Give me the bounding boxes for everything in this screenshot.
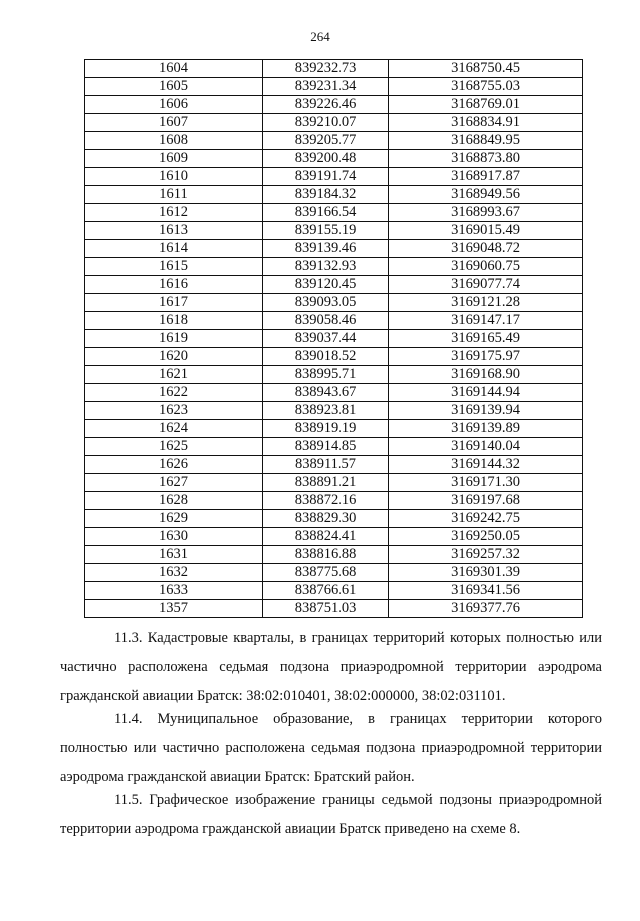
table-row xyxy=(85,348,583,366)
y-coordinate-cell: 3168917.87 xyxy=(389,168,583,186)
x-coordinate-cell: 838872.16 xyxy=(263,492,389,510)
table-row xyxy=(85,258,583,276)
y-coordinate-cell: 3168750.45 xyxy=(389,60,583,78)
x-coordinate-cell: 839231.34 xyxy=(263,78,389,96)
point-number-cell: 1632 xyxy=(85,564,263,582)
y-coordinate-cell: 3169257.32 xyxy=(389,546,583,564)
table-row xyxy=(85,240,583,258)
point-number-cell: 1614 xyxy=(85,240,263,258)
table-row xyxy=(85,492,583,510)
y-coordinate-cell: 3169121.28 xyxy=(389,294,583,312)
paragraph-municipality: 11.4. Муниципальное образование, в границах территории которого полностью или частично расположена седьмая подзона приаэродромной территории аэродрома гражданской авиации Братск: Братский район. xyxy=(60,711,602,785)
point-number-cell: 1605 xyxy=(85,78,263,96)
point-number-cell: 1604 xyxy=(85,60,263,78)
table-row xyxy=(85,384,583,402)
table-row xyxy=(85,132,583,150)
table-row xyxy=(85,312,583,330)
point-number-cell: 1627 xyxy=(85,474,263,492)
point-number-cell: 1626 xyxy=(85,456,263,474)
x-coordinate-cell: 839191.74 xyxy=(263,168,389,186)
y-coordinate-cell: 3169175.97 xyxy=(389,348,583,366)
y-coordinate-cell: 3169077.74 xyxy=(389,276,583,294)
point-number-cell: 1624 xyxy=(85,420,263,438)
x-coordinate-cell: 838816.88 xyxy=(263,546,389,564)
x-coordinate-cell: 839226.46 xyxy=(263,96,389,114)
x-coordinate-cell: 838751.03 xyxy=(263,600,389,618)
x-coordinate-cell: 839210.07 xyxy=(263,114,389,132)
table-row xyxy=(85,276,583,294)
table-row xyxy=(85,60,583,78)
y-coordinate-cell: 3169341.56 xyxy=(389,582,583,600)
x-coordinate-cell: 838911.57 xyxy=(263,456,389,474)
y-coordinate-cell: 3169197.68 xyxy=(389,492,583,510)
x-coordinate-cell: 838995.71 xyxy=(263,366,389,384)
y-coordinate-cell: 3168769.01 xyxy=(389,96,583,114)
y-coordinate-cell: 3169048.72 xyxy=(389,240,583,258)
table-row xyxy=(85,420,583,438)
coordinates-table-body xyxy=(85,60,583,618)
x-coordinate-cell: 839058.46 xyxy=(263,312,389,330)
table-row xyxy=(85,78,583,96)
table-row xyxy=(85,168,583,186)
x-coordinate-cell: 839139.46 xyxy=(263,240,389,258)
table-row xyxy=(85,402,583,420)
y-coordinate-cell: 3168949.56 xyxy=(389,186,583,204)
y-coordinate-cell: 3169139.89 xyxy=(389,420,583,438)
point-number-cell: 1612 xyxy=(85,204,263,222)
y-coordinate-cell: 3169147.17 xyxy=(389,312,583,330)
point-number-cell: 1615 xyxy=(85,258,263,276)
table-row xyxy=(85,222,583,240)
table-row xyxy=(85,96,583,114)
y-coordinate-cell: 3169168.90 xyxy=(389,366,583,384)
x-coordinate-cell: 839120.45 xyxy=(263,276,389,294)
point-number-cell: 1630 xyxy=(85,528,263,546)
x-coordinate-cell: 838943.67 xyxy=(263,384,389,402)
point-number-cell: 1631 xyxy=(85,546,263,564)
point-number-cell: 1607 xyxy=(85,114,263,132)
y-coordinate-cell: 3168873.80 xyxy=(389,150,583,168)
point-number-cell: 1620 xyxy=(85,348,263,366)
paragraph-cadastral-quarters: 11.3. Кадастровые кварталы, в границах территорий которых полностью или частично расположена седьмая подзона приаэродромной территории аэродрома гражданской авиации Братск: 38:02:010401, 38:02:000000, 38:02:031101. xyxy=(60,630,602,704)
point-number-cell: 1606 xyxy=(85,96,263,114)
x-coordinate-cell: 838891.21 xyxy=(263,474,389,492)
x-coordinate-cell: 839037.44 xyxy=(263,330,389,348)
point-number-cell: 1625 xyxy=(85,438,263,456)
table-row xyxy=(85,330,583,348)
point-number-cell: 1609 xyxy=(85,150,263,168)
y-coordinate-cell: 3169139.94 xyxy=(389,402,583,420)
y-coordinate-cell: 3169301.39 xyxy=(389,564,583,582)
table-row xyxy=(85,150,583,168)
x-coordinate-cell: 838775.68 xyxy=(263,564,389,582)
x-coordinate-cell: 838766.61 xyxy=(263,582,389,600)
point-number-cell: 1357 xyxy=(85,600,263,618)
y-coordinate-cell: 3169165.49 xyxy=(389,330,583,348)
point-number-cell: 1633 xyxy=(85,582,263,600)
x-coordinate-cell: 838919.19 xyxy=(263,420,389,438)
y-coordinate-cell: 3168849.95 xyxy=(389,132,583,150)
point-number-cell: 1619 xyxy=(85,330,263,348)
point-number-cell: 1629 xyxy=(85,510,263,528)
point-number-cell: 1628 xyxy=(85,492,263,510)
page-number: 264 xyxy=(310,29,330,44)
table-row xyxy=(85,474,583,492)
x-coordinate-cell: 838923.81 xyxy=(263,402,389,420)
y-coordinate-cell: 3168834.91 xyxy=(389,114,583,132)
table-row xyxy=(85,366,583,384)
point-number-cell: 1621 xyxy=(85,366,263,384)
x-coordinate-cell: 839155.19 xyxy=(263,222,389,240)
y-coordinate-cell: 3169015.49 xyxy=(389,222,583,240)
x-coordinate-cell: 838914.85 xyxy=(263,438,389,456)
table-row xyxy=(85,528,583,546)
y-coordinate-cell: 3169242.75 xyxy=(389,510,583,528)
point-number-cell: 1611 xyxy=(85,186,263,204)
y-coordinate-cell: 3169171.30 xyxy=(389,474,583,492)
point-number-cell: 1616 xyxy=(85,276,263,294)
x-coordinate-cell: 838824.41 xyxy=(263,528,389,546)
point-number-cell: 1617 xyxy=(85,294,263,312)
x-coordinate-cell: 839205.77 xyxy=(263,132,389,150)
point-number-cell: 1622 xyxy=(85,384,263,402)
y-coordinate-cell: 3169377.76 xyxy=(389,600,583,618)
y-coordinate-cell: 3169144.32 xyxy=(389,456,583,474)
point-number-cell: 1610 xyxy=(85,168,263,186)
x-coordinate-cell: 839232.73 xyxy=(263,60,389,78)
table-row xyxy=(85,510,583,528)
table-row xyxy=(85,186,583,204)
x-coordinate-cell: 839132.93 xyxy=(263,258,389,276)
table-row xyxy=(85,600,583,618)
point-number-cell: 1623 xyxy=(85,402,263,420)
table-row xyxy=(85,294,583,312)
x-coordinate-cell: 839018.52 xyxy=(263,348,389,366)
table-row xyxy=(85,114,583,132)
y-coordinate-cell: 3169144.94 xyxy=(389,384,583,402)
y-coordinate-cell: 3169250.05 xyxy=(389,528,583,546)
x-coordinate-cell: 839166.54 xyxy=(263,204,389,222)
table-row xyxy=(85,438,583,456)
y-coordinate-cell: 3169060.75 xyxy=(389,258,583,276)
table-row xyxy=(85,582,583,600)
paragraph-graphic-scheme: 11.5. Графическое изображение границы седьмой подзоны приаэродромной территории аэродрома гражданской авиации Братск приведено на схеме 8. xyxy=(60,792,602,837)
point-number-cell: 1608 xyxy=(85,132,263,150)
table-row xyxy=(85,546,583,564)
point-number-cell: 1613 xyxy=(85,222,263,240)
y-coordinate-cell: 3168993.67 xyxy=(389,204,583,222)
coordinates-table xyxy=(84,59,583,618)
y-coordinate-cell: 3168755.03 xyxy=(389,78,583,96)
table-row xyxy=(85,456,583,474)
x-coordinate-cell: 838829.30 xyxy=(263,510,389,528)
x-coordinate-cell: 839200.48 xyxy=(263,150,389,168)
y-coordinate-cell: 3169140.04 xyxy=(389,438,583,456)
point-number-cell: 1618 xyxy=(85,312,263,330)
x-coordinate-cell: 839184.32 xyxy=(263,186,389,204)
x-coordinate-cell: 839093.05 xyxy=(263,294,389,312)
table-row xyxy=(85,204,583,222)
table-row xyxy=(85,564,583,582)
